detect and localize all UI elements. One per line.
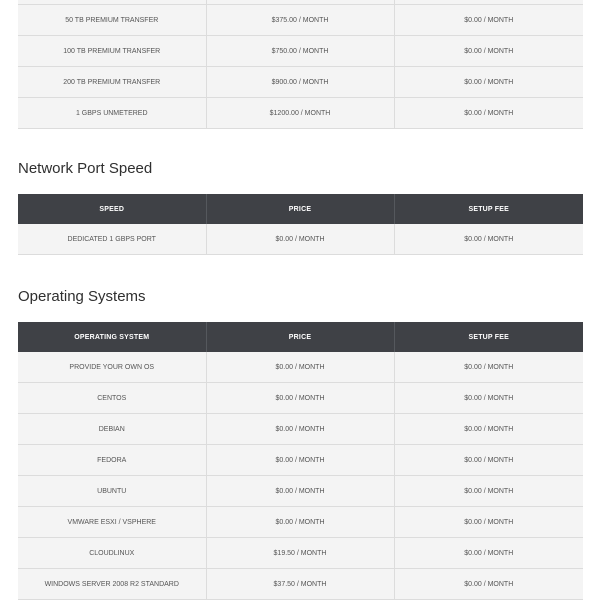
table-row: [18, 569, 583, 600]
header-row: [18, 322, 583, 352]
column-header-price: PRICE: [206, 322, 394, 352]
price-cell: $0.00 / MONTH: [206, 507, 394, 538]
setup-fee-cell: $0.00 / MONTH: [394, 36, 583, 67]
price-cell: $750.00 / MONTH: [206, 36, 394, 67]
setup-fee-cell: $0.00 / MONTH: [394, 67, 583, 98]
item-cell: VMWARE ESXI / VSPHERE: [18, 507, 206, 538]
setup-fee-cell: $0.00 / MONTH: [394, 476, 583, 507]
table-row: [18, 67, 583, 98]
item-cell: CENTOS: [18, 383, 206, 414]
table-row: [18, 98, 583, 129]
table-row: [18, 476, 583, 507]
column-header-setup-fee: SETUP FEE: [394, 322, 583, 352]
table-row: [18, 507, 583, 538]
item-cell: CLOUDLINUX: [18, 538, 206, 569]
item-cell: DEDICATED 1 GBPS PORT: [18, 224, 206, 255]
table-row: [18, 445, 583, 476]
setup-fee-cell: $0.00 / MONTH: [394, 98, 583, 129]
table-row: [18, 36, 583, 67]
column-header-setup-fee: SETUP FEE: [394, 194, 583, 224]
price-cell: $0.00 / MONTH: [206, 445, 394, 476]
transfer-table-body: [18, 0, 583, 129]
transfer-table: [18, 0, 583, 129]
network-port-speed-title: Network Port Speed: [18, 160, 153, 177]
price-cell: $0.00 / MONTH: [206, 476, 394, 507]
item-cell: WINDOWS SERVER 2008 R2 STANDARD: [18, 569, 206, 600]
operating-systems-title: Operating Systems: [18, 288, 146, 305]
price-cell: $0.00 / MONTH: [206, 383, 394, 414]
item-cell: 50 TB PREMIUM TRANSFER: [18, 5, 206, 36]
setup-fee-cell: $0.00 / MONTH: [394, 414, 583, 445]
item-cell: PROVIDE YOUR OWN OS: [18, 352, 206, 383]
setup-fee-cell: $0.00 / MONTH: [394, 383, 583, 414]
price-cell: $1200.00 / MONTH: [206, 98, 394, 129]
item-cell: 100 TB PREMIUM TRANSFER: [18, 36, 206, 67]
operating-systems-table: [18, 322, 583, 600]
setup-fee-cell: $0.00 / MONTH: [394, 224, 583, 255]
table-row: [18, 5, 583, 36]
setup-fee-cell: $0.00 / MONTH: [394, 5, 583, 36]
item-cell: 200 TB PREMIUM TRANSFER: [18, 67, 206, 98]
network-port-table-body: [18, 224, 583, 255]
price-cell: $37.50 / MONTH: [206, 569, 394, 600]
price-cell: $375.00 / MONTH: [206, 5, 394, 36]
item-cell: 1 GBPS UNMETERED: [18, 98, 206, 129]
price-cell: $0.00 / MONTH: [206, 414, 394, 445]
operating-systems-table-head: [18, 322, 583, 352]
item-cell: DEBIAN: [18, 414, 206, 445]
table-row: [18, 352, 583, 383]
setup-fee-cell: $0.00 / MONTH: [394, 507, 583, 538]
operating-systems-table-body: [18, 352, 583, 600]
column-header-operating-system: OPERATING SYSTEM: [18, 322, 206, 352]
price-cell: $19.50 / MONTH: [206, 538, 394, 569]
price-cell: $0.00 / MONTH: [206, 224, 394, 255]
table-row: [18, 383, 583, 414]
table-row: [18, 414, 583, 445]
table-row: [18, 538, 583, 569]
network-port-table: [18, 194, 583, 255]
item-cell: FEDORA: [18, 445, 206, 476]
network-port-table-head: [18, 194, 583, 224]
column-header-speed: SPEED: [18, 194, 206, 224]
item-cell: UBUNTU: [18, 476, 206, 507]
price-cell: $900.00 / MONTH: [206, 67, 394, 98]
price-cell: $0.00 / MONTH: [206, 352, 394, 383]
setup-fee-cell: $0.00 / MONTH: [394, 538, 583, 569]
setup-fee-cell: $0.00 / MONTH: [394, 569, 583, 600]
setup-fee-cell: $0.00 / MONTH: [394, 445, 583, 476]
column-header-price: PRICE: [206, 194, 394, 224]
header-row: [18, 194, 583, 224]
setup-fee-cell: $0.00 / MONTH: [394, 352, 583, 383]
table-row: [18, 224, 583, 255]
